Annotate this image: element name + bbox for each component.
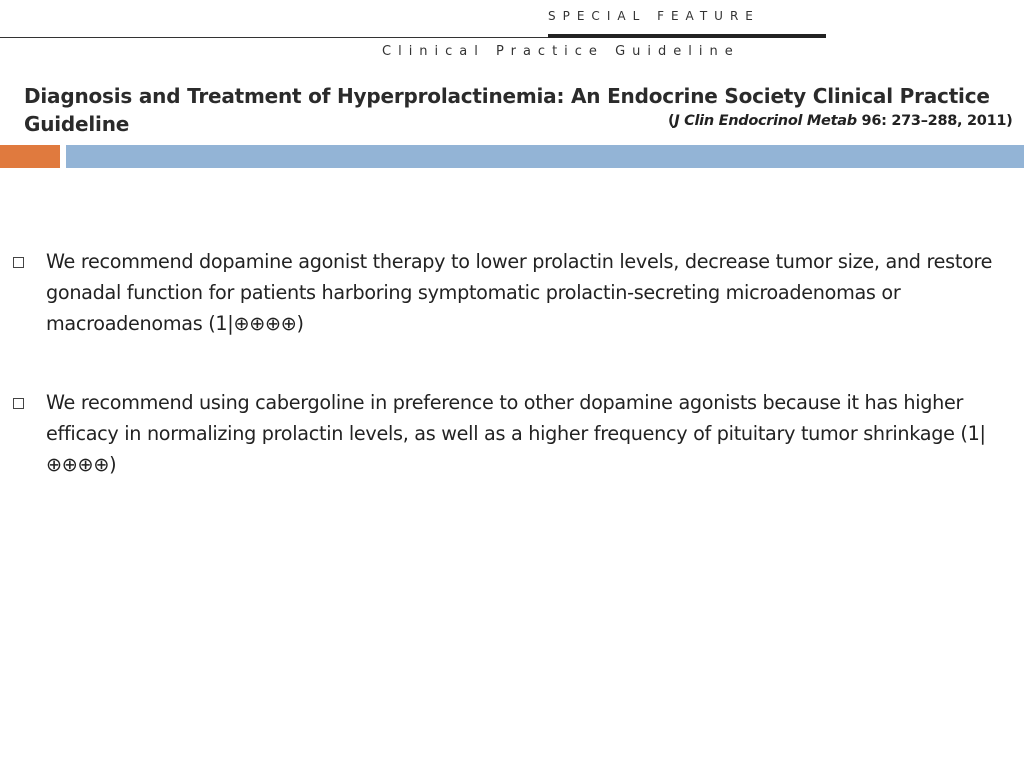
- accent-bar-orange: [0, 145, 60, 168]
- square-bullet-icon: [13, 398, 24, 409]
- citation: [668, 113, 1012, 129]
- recommendation-text: We recommend dopamine agonist therapy to lower prolactin levels, decrease tumor size, and restore gonadal function for patients harboring symptomatic prolactin-secreting microadenomas or macroadenomas (1|⊕⊕⊕⊕): [46, 250, 993, 335]
- clinical-practice-guideline-label: Clinical Practice Guideline: [382, 44, 740, 59]
- citation-prefix: (: [668, 113, 675, 129]
- accent-bar-blue: [66, 145, 1024, 168]
- slide-header: [0, 0, 1024, 170]
- header-rule-thick: [548, 34, 826, 38]
- recommendation-text: We recommend using cabergoline in preference to other dopamine agonists because it has higher efficacy in normalizing prolactin levels, as well as a higher frequency of pituitary tumor shrinkage (1|⊕⊕⊕⊕): [46, 391, 986, 476]
- recommendations-list: [0, 246, 1024, 528]
- list-item: [0, 246, 996, 339]
- citation-details: 96: 273–288, 2011): [856, 113, 1013, 129]
- special-feature-label: SPECIAL FEATURE: [548, 9, 760, 23]
- guideline-title: Diagnosis and Treatment of Hyperprolactinemia: An Endocrine Society Clinical Practice Guideline: [24, 84, 990, 136]
- list-item: [0, 387, 996, 480]
- citation-journal: J Clin Endocrinol Metab: [674, 113, 857, 129]
- square-bullet-icon: [13, 257, 24, 268]
